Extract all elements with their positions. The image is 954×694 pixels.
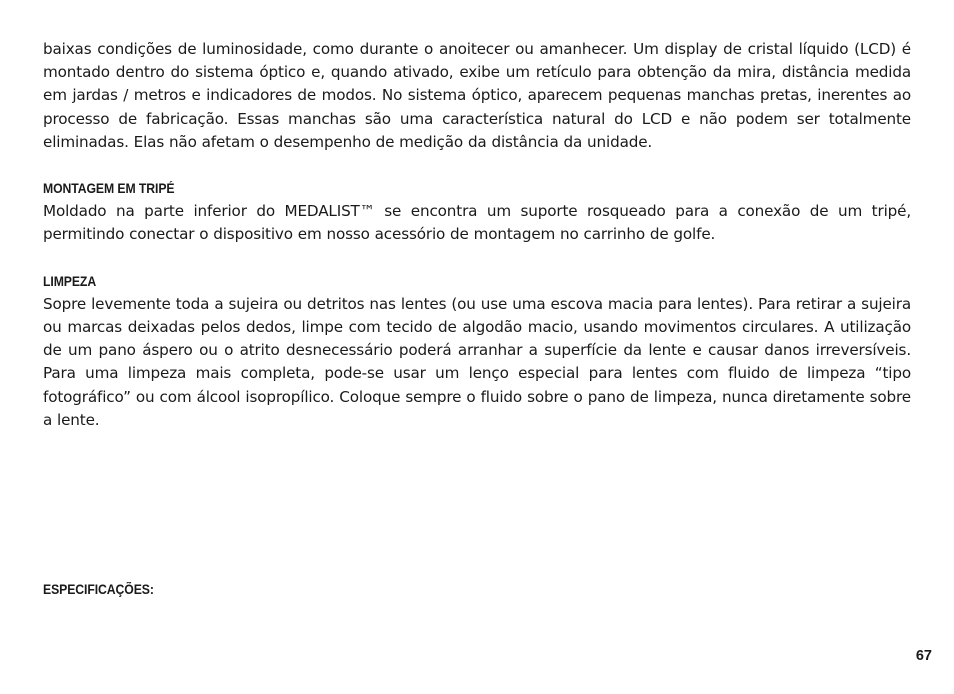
intro-paragraph: baixas condições de luminosidade, como durante o anoitecer ou amanhecer. Um display de cristal líquido (LCD) é montado dentro do sistema óptico e, quando ativado, exibe um retículo para obtenção da mira, distância medida em jardas / metros e indicadores de modos. No sistema óptico, aparecem pequenas manchas pretas, inerentes ao processo de fabricação. Essas manchas são uma característica natural do LCD e não podem ser totalmente eliminadas. Elas não afetam o desempenho de medição da distância da unidade. [43,40,911,151]
paragraph-cleaning: Sopre levemente toda a sujeira ou detritos nas lentes (ou use uma escova macia para lentes). Para retirar a sujeira ou marcas deixadas pelos dedos, limpe com tecido de algodão macio, usando movimentos circulares. A utilização de um pano áspero ou o atrito desnecessário poderá arranhar a superfície da lente e causar danos irreversíveis. Para uma limpeza mais completa, pode-se usar um lenço especial para lentes com fluido de limpeza “tipo fotográfico” ou com álcool isopropílico. Coloque sempre o fluido sobre o pano de limpeza, nunca diretamente sobre a lente. [43,294,911,429]
section-spacer [43,247,911,270]
paragraph-tripod-mount: Moldado na parte inferior do MEDALIST™ se encontra um suporte rosqueado para a conexão de um tripé, permitindo conectar o dispositivo em nosso acessório de montagem no carrinho de golfe. [43,202,911,244]
section-spacer [43,432,911,578]
page-number: 67 [915,648,932,664]
heading-cleaning: LIMPEZA [43,273,97,289]
document-page [43,38,911,601]
heading-specifications: ESPECIFICAÇÕES: [43,582,154,598]
section-spacer [43,154,911,177]
heading-tripod-mount: MONTAGEM EM TRIPÉ [43,181,175,197]
